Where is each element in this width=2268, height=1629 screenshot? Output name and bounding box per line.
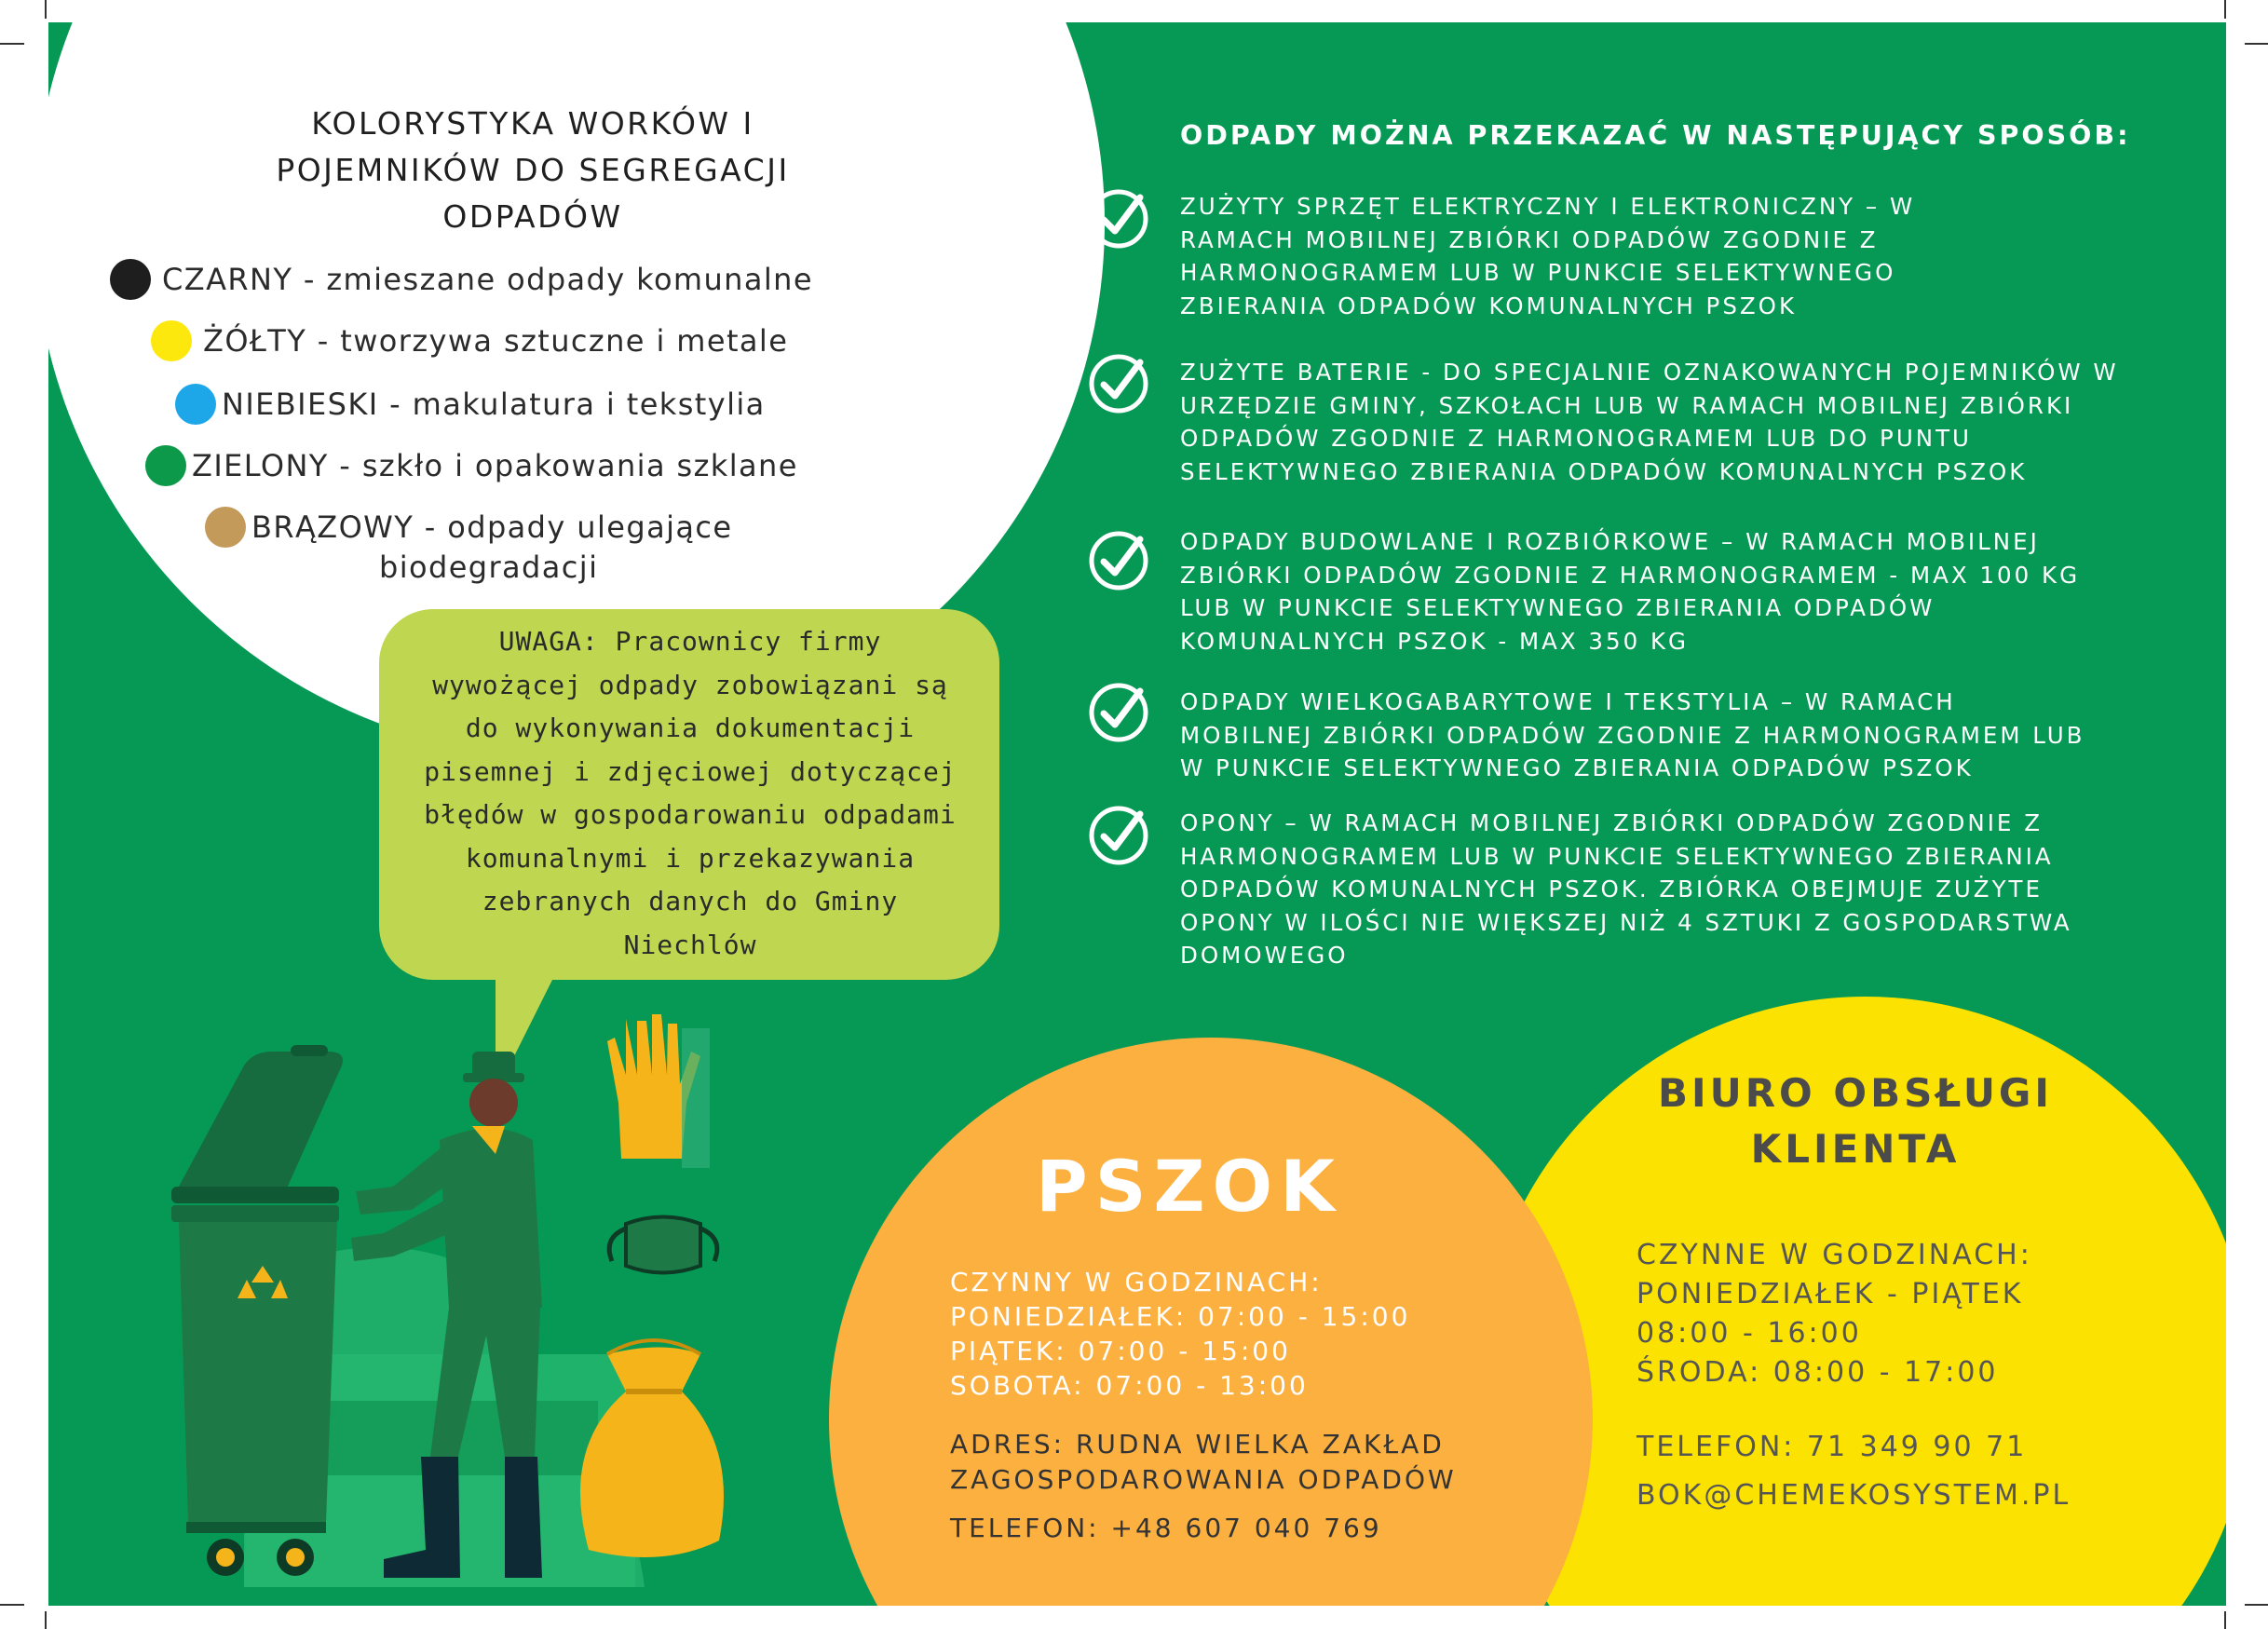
- notice-line: komunalnymi i przekazywania: [465, 842, 916, 874]
- way-line: ZUŻYTE BATERIE - DO SPECJALNIE OZNAKOWANYCH POJEMNIKÓW W: [1180, 359, 2119, 386]
- way-line: LUB W PUNKCIE SELEKTYWNEGO ZBIERANIA ODPADÓW: [1180, 594, 1935, 621]
- way-line: HARMONOGRAMEM LUB W PUNKCIE SELEKTYWNEGO: [1180, 259, 1896, 286]
- way-item-bulky: [1180, 686, 2226, 785]
- glove-icon: [607, 1014, 710, 1168]
- legend-title: [188, 101, 877, 240]
- customer-service-title: [1576, 1066, 2135, 1177]
- way-item-electronics: [1180, 190, 2226, 322]
- checkmark-icon: [1088, 682, 1149, 743]
- way-line: URZĘDZIE GMINY, SZKOŁACH LUB W RAMACH MOBILNEJ ZBIÓRKI: [1180, 391, 2074, 419]
- crop-mark: [2224, 1611, 2226, 1629]
- brown-dot-icon: [205, 507, 246, 548]
- customer-service-title-line: KLIENTA: [1750, 1126, 1961, 1172]
- pszok-hours-line: PIĄTEK: 07:00 - 15:00: [950, 1336, 1291, 1366]
- yellow-dot-icon: [151, 320, 192, 361]
- notice-line: pisemnej i zdjęciowej dotyczącej: [424, 755, 957, 787]
- legend-title-line: KOLORYSTYKA WORKÓW I: [311, 105, 754, 142]
- pszok-address-line: ADRES: RUDNA WIELKA ZAKŁAD: [950, 1429, 1445, 1459]
- legend-item-brown-continued: [379, 550, 598, 585]
- notice-line: do wykonywania dokumentacji: [465, 713, 916, 743]
- way-line: OPONY – W RAMACH MOBILNEJ ZBIÓRKI ODPADÓW ZGODNIE Z: [1180, 809, 2043, 836]
- way-line: OPONY W ILOŚCI NIE WIĘKSZEJ NIŻ 4 SZTUKI Z GOSPODARSTWA: [1180, 908, 2072, 936]
- checkmark-icon: [1088, 188, 1149, 250]
- way-line: SELEKTYWNEGO ZBIERANIA ODPADÓW KOMUNALNYCH PSZOK: [1180, 457, 2028, 485]
- pszok-phone: TELEFON: +48 607 040 769: [950, 1513, 1382, 1543]
- legend-title-line: ODPADÓW: [442, 198, 623, 235]
- crop-mark: [2245, 1604, 2268, 1606]
- legend-item-label: biodegradacji: [379, 550, 599, 585]
- way-line: ODPADY BUDOWLANE I ROZBIÓRKOWE – W RAMACH MOBILNEJ: [1180, 528, 2040, 555]
- way-line: RAMACH MOBILNEJ ZBIÓRKI ODPADÓW ZGODNIE Z: [1180, 225, 1879, 253]
- legend-item-label: BRĄZOWY - odpady ulegające: [251, 509, 733, 545]
- way-item-construction: [1180, 525, 2226, 658]
- way-line: ZBIERANIA ODPADÓW KOMUNALNYCH PSZOK: [1180, 292, 1798, 319]
- crop-mark: [0, 43, 24, 45]
- notice-line: Niechlów: [623, 929, 757, 960]
- way-line: ZUŻYTY SPRZĘT ELEKTRYCZNY I ELEKTRONICZNY – W: [1180, 193, 1916, 220]
- legend-item-label: CZARNY - zmieszane odpady komunalne: [162, 262, 813, 297]
- crop-mark: [2245, 43, 2268, 45]
- legend-item-label: NIEBIESKI - makulatura i tekstylia: [222, 387, 766, 422]
- way-line: KOMUNALNYCH PSZOK - MAX 350 KG: [1180, 627, 1690, 655]
- way-line: HARMONOGRAMEM LUB W PUNKCIE SELEKTYWNEGO ZBIERANIA: [1180, 842, 2054, 870]
- crop-mark: [2224, 0, 2226, 19]
- pszok-title: PSZOK: [1036, 1145, 1343, 1228]
- face-mask-icon: [609, 1217, 717, 1273]
- customer-service-hours-line: ŚRODA: 08:00 - 17:00: [1636, 1356, 1999, 1389]
- crop-mark: [45, 0, 47, 19]
- way-item-batteries: [1180, 356, 2226, 488]
- legend-item-label: ZIELONY - szkło i opakowania szklane: [192, 448, 798, 483]
- way-item-tires: [1180, 807, 2226, 972]
- customer-service-phone: TELEFON: 71 349 90 71: [1636, 1431, 2028, 1463]
- legend-item-blue: [175, 384, 766, 425]
- customer-service-hours-heading: CZYNNE W GODZINACH:: [1636, 1239, 2032, 1271]
- ways-title: ODPADY MOŻNA PRZEKAZAĆ W NASTĘPUJĄCY SPOSÓB:: [1180, 120, 2131, 151]
- notice-line: UWAGA: Pracownicy firmy: [498, 626, 882, 657]
- checkmark-icon: [1088, 353, 1149, 414]
- customer-service-hours-line: PONIEDZIAŁEK - PIĄTEK: [1636, 1278, 2024, 1310]
- blue-dot-icon: [175, 384, 216, 425]
- way-line: ODPADÓW ZGODNIE Z HARMONOGRAMEM LUB DO PUNTU: [1180, 425, 1972, 452]
- checkmark-icon: [1088, 530, 1149, 591]
- checkmark-icon: [1088, 805, 1149, 866]
- black-dot-icon: [110, 259, 151, 300]
- legend-item-green: [145, 445, 798, 486]
- notice-text: [398, 620, 983, 967]
- waste-worker-illustration: [104, 1000, 756, 1587]
- pszok-hours-heading: CZYNNY W GODZINACH:: [950, 1267, 1323, 1297]
- customer-service-email[interactable]: BOK@CHEMEKOSYSTEM.PL: [1636, 1479, 2071, 1512]
- way-line: W PUNKCIE SELEKTYWNEGO ZBIERANIA ODPADÓW PSZOK: [1180, 754, 1974, 781]
- waste-bin-icon: [171, 1045, 343, 1576]
- notice-line: wywożącej odpady zobowiązani są: [432, 669, 948, 700]
- customer-service-title-line: BIURO OBSŁUGI: [1657, 1070, 2054, 1116]
- pszok-hours-line: PONIEDZIAŁEK: 07:00 - 15:00: [950, 1301, 1411, 1332]
- pszok-hours-line: SOBOTA: 07:00 - 13:00: [950, 1370, 1309, 1401]
- crop-mark: [0, 1604, 24, 1606]
- legend-item-black: [110, 259, 813, 300]
- way-line: MOBILNEJ ZBIÓRKI ODPADÓW ZGODNIE Z HARMONOGRAMEM LUB: [1180, 721, 2085, 749]
- pszok-address-line: ZAGOSPODAROWANIA ODPADÓW: [950, 1464, 1457, 1495]
- legend-title-line: POJEMNIKÓW DO SEGREGACJI: [276, 152, 790, 188]
- notice-line: zebranych danych do Gminy: [482, 886, 899, 916]
- legend-item-brown: [205, 507, 732, 548]
- way-line: ODPADY WIELKOGABARYTOWE I TEKSTYLIA – W RAMACH: [1180, 688, 1956, 715]
- green-dot-icon: [145, 445, 186, 486]
- green-panel: [48, 22, 2226, 1606]
- notice-line: błędów w gospodarowaniu odpadami: [424, 799, 957, 830]
- way-line: DOMOWEGO: [1180, 942, 1349, 969]
- way-line: ODPADÓW KOMUNALNYCH PSZOK. ZBIÓRKA OBEJMUJE ZUŻYTE: [1180, 876, 2043, 903]
- legend-item-yellow: [151, 320, 788, 361]
- crop-mark: [45, 1611, 47, 1629]
- customer-service-hours-line: 08:00 - 16:00: [1636, 1317, 1862, 1350]
- legend-item-label: ŻÓŁTY - tworzywa sztuczne i metale: [203, 323, 789, 359]
- way-line: ZBIÓRKI ODPADÓW ZGODNIE Z HARMONOGRAMEM - MAX 100 KG: [1180, 561, 2081, 589]
